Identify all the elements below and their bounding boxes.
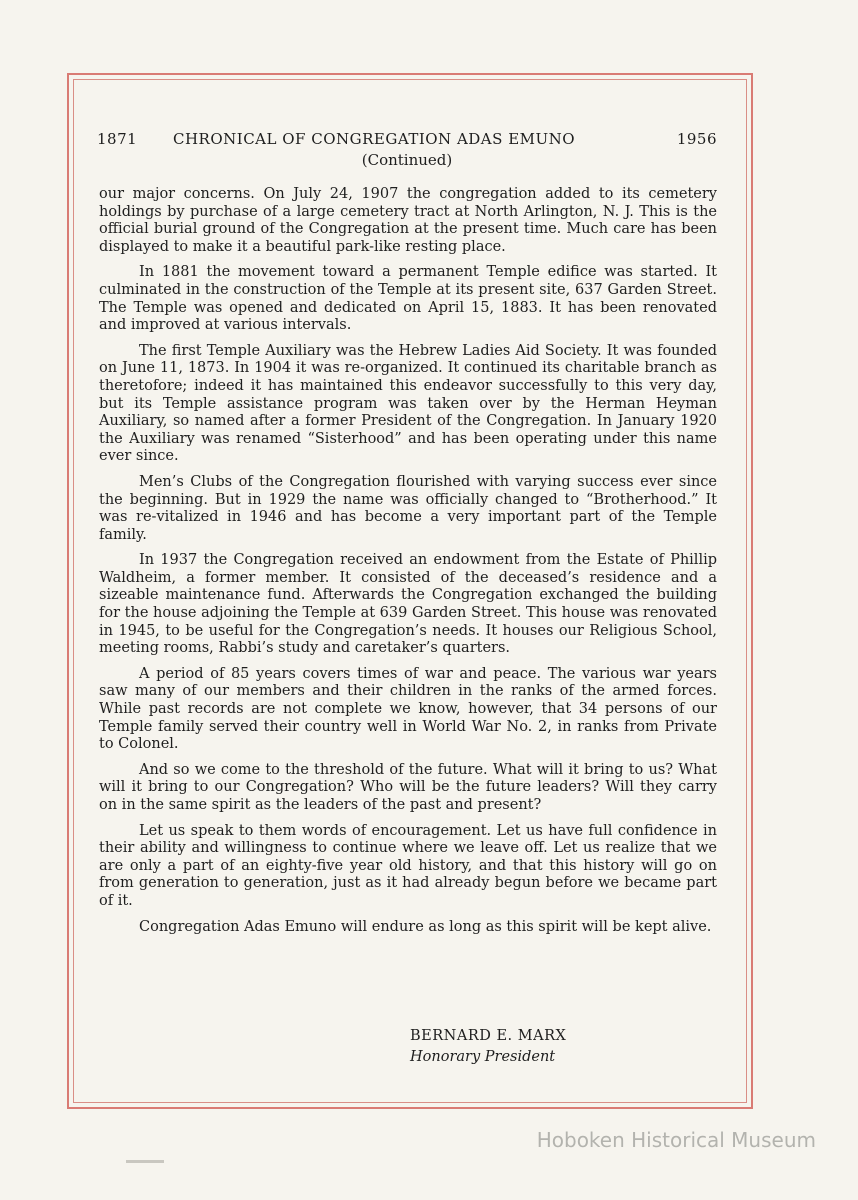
- paragraph: Congregation Adas Emuno will endure as long as this spirit will be kept alive.: [139, 918, 712, 935]
- start-year: 1871: [97, 130, 138, 148]
- paragraph: our major concerns. On July 24, 1907 the congregation added to its cemetery holdings by purchase of a large cemetery tract at North Arlington, N. J. This is the official burial ground of the Congregation at the present time. Much care has been displayed to make it a beautiful park-like resting place.: [99, 186, 717, 255]
- page-title: CHRONICAL OF CONGREGATION ADAS EMUNO: [173, 130, 576, 148]
- paragraph: Men’s Clubs of the Congregation flourished with varying success ever since the beginning. But in 1929 the name was officially changed to “Brotherhood.” It was re-vitalized in 1946 and has become a very important part of the Temple family.: [99, 473, 717, 543]
- end-year: 1956: [676, 130, 717, 148]
- paragraph: In 1881 the movement toward a permanent Temple edifice was started. It culminated in the construction of the Temple at its present site, 637 Garden Street. The Temple was opened and dedicated on April 15, 1883. It has been renovated and improved at various intervals.: [99, 264, 717, 334]
- museum-watermark: Hoboken Historical Museum: [536, 1128, 816, 1152]
- paragraph: In 1937 the Congregation received an endowment from the Estate of Phillip Waldheim, a former member. It consisted of the deceased’s residence and a sizeable maintenance fund. Afterwards the Congregation exchanged the building for the house adjoining the Temple at 639 Garden Street. This house was renovated in 1945, to be useful for the Congregation’s needs. It houses our Religious School, meeting rooms, Rabbi’s study and caretaker’s quarters.: [99, 552, 717, 657]
- signatory-name: BERNARD E. MARX: [410, 1028, 567, 1044]
- page-subtitle: (Continued): [361, 151, 453, 169]
- paragraph: The first Temple Auxiliary was the Hebrew Ladies Aid Society. It was founded on June 11, 1873. In 1904 it was re-organized. It continued its charitable branch as theretofore; indeed it has maintained this endeavor successfully to this very day, but its Temple assistance program was taken over by the Herman Heyman Auxiliary, so named after a former President of the Congregation. In January 1920 the Auxiliary was renamed “Sisterhood” and has been operating under this name ever since.: [99, 342, 717, 465]
- ink-smudge: [126, 1160, 164, 1163]
- signature-block: [410, 1026, 566, 1068]
- signatory-title: Honorary President: [410, 1049, 556, 1065]
- paragraph: And so we come to the threshold of the future. What will it bring to us? What will it bring to our Congregation? Who will be the future leaders? Will they carry on in the same spirit as the leaders of the past and present?: [99, 761, 717, 813]
- paragraph: A period of 85 years covers times of war and peace. The various war years saw many of our members and their children in the ranks of the armed forces. While past records are not complete we know, however, that 34 persons of our Temple family served their country well in World War No. 2, in ranks from Private to Colonel.: [99, 665, 717, 753]
- paragraph: Let us speak to them words of encouragement. Let us have full confidence in their ability and willingness to continue where we leave off. Let us realize that we are only a part of an eighty-five year old history, and that this history will go on from generation to generation, just as it had already begun before we became part of it.: [99, 822, 717, 909]
- chronicle-body: [99, 186, 717, 944]
